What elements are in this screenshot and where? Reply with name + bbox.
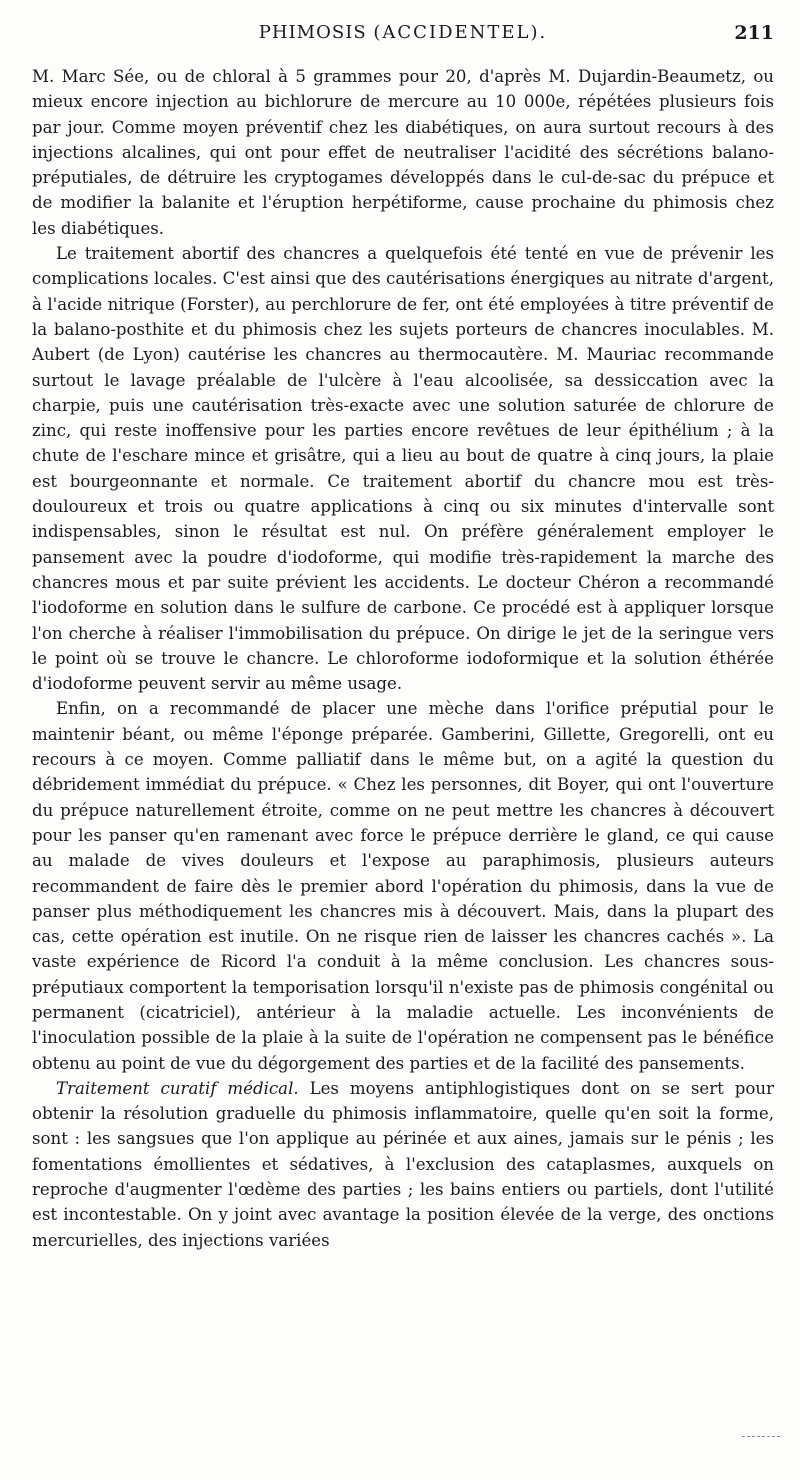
footer-rule (742, 1436, 780, 1437)
paragraph-3: Enfin, on a recommandé de placer une mèche dans l'orifice préputial pour le maintenir béant, ou même l'éponge préparée. Gamberini, Gillette, Gregorelli, ont eu recours à ce moyen. Comme palliatif dans le même but, on a agité la question du débridement immédiat du prépuce. « Chez les personnes, dit Boyer, qui ont l'ouverture du prépuce naturellement étroite, comme on ne peut mettre les chancres à découvert pour les panser qu'en ramenant avec force le prépuce derrière le gland, ce qui cause au malade de vives douleurs et l'expose au paraphimosis, plusieurs auteurs recommandent de faire dès le premier abord l'opération du phimosis, dans la vue de panser plus méthodiquement les chancres mis à découvert. Mais, dans la plupart des cas, cette opération est inutile. On ne risque rien de laisser les chancres cachés ». La vaste expérience de Ricord l'a conduit à la même conclusion. Les chancres sous-préputiaux comportent la temporisation lorsqu'il n'existe pas de phimosis congénital ou permanent (cicatriciel), antérieur à la maladie actuelle. Les inconvénients de l'inoculation possible de la plaie à la suite de l'opération ne compensent pas le bénéfice obtenu au point de vue du dégorgement des parties et de la facilité des pansements. (32, 699, 774, 1073)
paragraph-1: M. Marc Sée, ou de chloral à 5 grammes pour 20, d'après M. Dujardin-Beaumetz, ou mieux encore injection au bichlorure de mercure au 10 000e, répétées plusieurs fois par jour. Comme moyen préventif chez les diabétiques, on aura surtout recours à des injections alcalines, qui ont pour effet de neutraliser l'acidité des sécrétions balano-préputiales, de détruire les cryptogames développés dans le cul-de-sac du prépuce et de modifier la balanite et l'éruption herpétiforme, cause prochaine du phimosis chez les diabétiques. (32, 67, 774, 238)
body-text (32, 64, 774, 1253)
running-title-sub: (ACCIDENTEL). (373, 22, 548, 43)
running-title (32, 22, 774, 43)
paragraph-4-text: Les moyens antiphlogistiques dont on se sert pour obtenir la résolution graduelle du phimosis inflammatoire, quelle qu'en soit la forme, sont : les sangsues que l'on applique au périnée et aux aines, jamais sur le pénis ; les fomentations émollientes et sédatives, à l'exclusion des cataplasmes, auxquels on reproche d'augmenter l'œdème des parties ; les bains entiers ou partiels, dont l'utilité est incontestable. On y joint avec avantage la position élevée de la verge, des onctions mercurielles, des injections variées (32, 1078, 774, 1250)
section-title-traitement-curatif: Traitement curatif médical. (56, 1078, 299, 1098)
running-title-main: PHIMOSIS (258, 22, 367, 43)
paragraph-4 (32, 1076, 774, 1253)
paragraph-2: Le traitement abortif des chancres a quelquefois été tenté en vue de prévenir les complications locales. C'est ainsi que des cautérisations énergiques au nitrate d'argent, à l'acide nitrique (Forster), au perchlorure de fer, ont été employées à titre préventif de la balano-posthite et du phimosis chez les sujets porteurs de chancres inoculables. M. Aubert (de Lyon) cautérise les chancres au thermocautère. M. Mauriac recommande surtout le lavage préalable de l'ulcère à l'eau alcoolisée, sa dessiccation avec la charpie, puis une cautérisation très-exacte avec une solution saturée de chlorure de zinc, qui reste inoffensive pour les parties encore revêtues de leur épithélium ; à la chute de l'eschare mince et grisâtre, qui a lieu au bout de quatre à cinq jours, la plaie est bourgeonnante et normale. Ce traitement abortif du chancre mou est très-douloureux et trois ou quatre applications à cinq ou six minutes d'intervalle sont indispensables, sinon le résultat est nul. On préfère généralement employer le pansement avec la poudre d'iodoforme, qui modifie très-rapidement la marche des chancres mous et par suite prévient les accidents. Le docteur Chéron a recommandé l'iodoforme en solution dans le sulfure de carbone. Ce procédé est à appliquer lorsque l'on cherche à réaliser l'immobilisation du prépuce. On dirige le jet de la seringue vers le point où se trouve le chancre. Le chloroforme iodoformique et la solution éthérée d'iodoforme peuvent servir au même usage. (32, 244, 774, 694)
running-head (32, 22, 774, 50)
page-number: 211 (734, 22, 774, 44)
